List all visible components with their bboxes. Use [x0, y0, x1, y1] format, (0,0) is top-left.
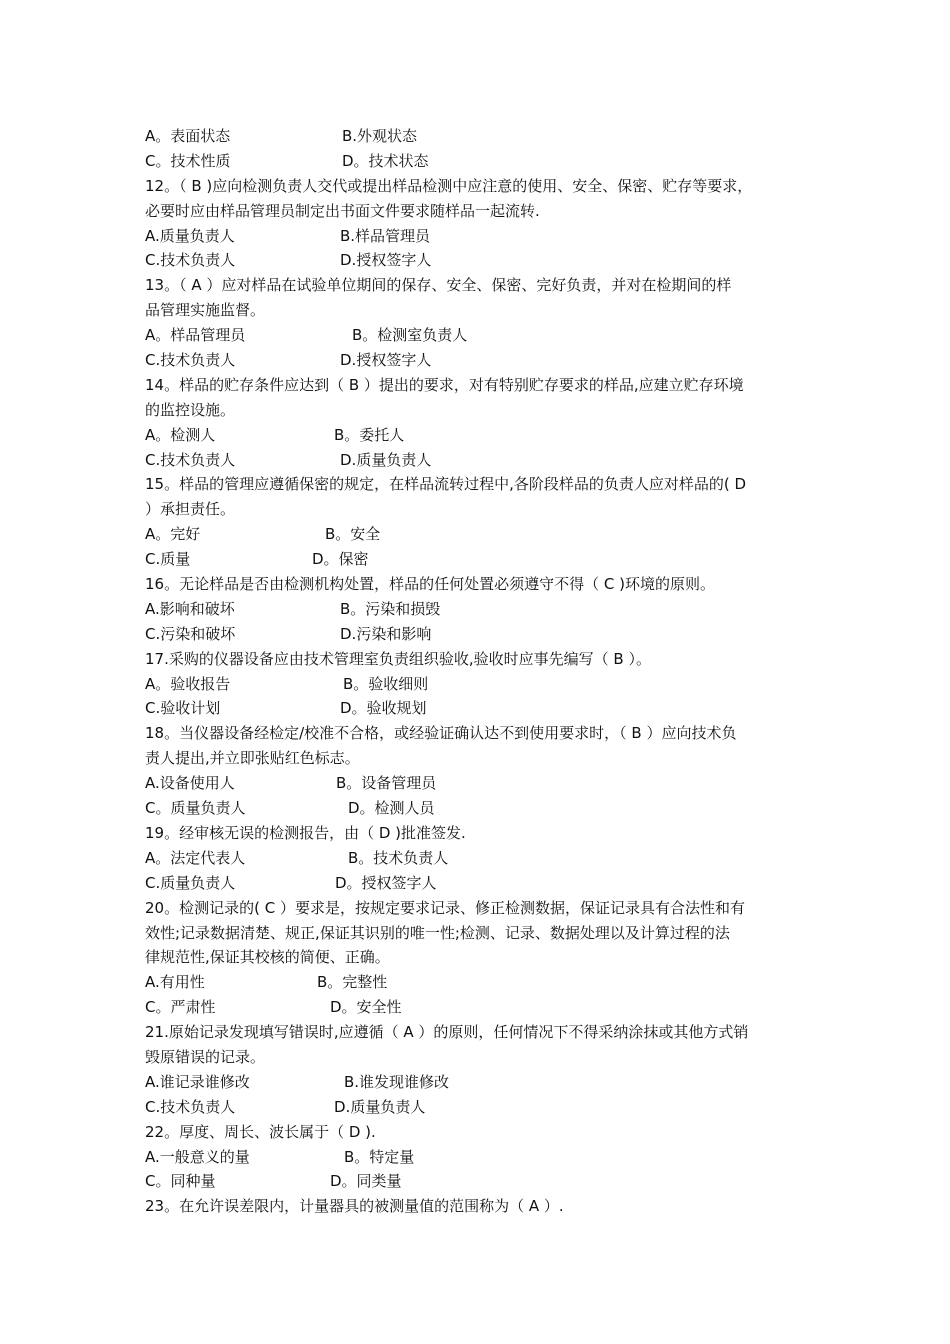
- option-b: B。完整性: [317, 973, 388, 992]
- options-line: [145, 597, 825, 622]
- options-line: [145, 1169, 825, 1194]
- option-a: A。表面状态: [145, 127, 231, 145]
- options-line: [145, 547, 825, 572]
- option-b: B。安全: [325, 525, 381, 544]
- options-line: [145, 995, 825, 1020]
- option-a: C.验收计划: [145, 699, 221, 718]
- option-a: C.技术负责人: [145, 351, 236, 370]
- question-line: 责人提出,并立即张贴红色标志。: [145, 749, 360, 768]
- question-line: 16。无论样品是否由检测机构处置，样品的任何处置必须遵守不得（ C )环境的原则。: [145, 575, 715, 594]
- option-a: C.技术负责人: [145, 450, 236, 469]
- question-line: ）承担责任。: [145, 500, 236, 519]
- option-a: A.设备使用人: [145, 774, 235, 793]
- options-line: [145, 846, 825, 871]
- option-b: D。同类量: [330, 1172, 402, 1191]
- question-line: 22。厚度、周长、波长属于（ D ).: [145, 1122, 376, 1141]
- option-a: C.技术负责人: [145, 1097, 236, 1116]
- options-line: [145, 672, 825, 697]
- option-a: A。完好: [145, 525, 201, 544]
- question-line: 12。（ B )应向检测负责人交代或提出样品检测中应注意的使用、安全、保密、贮存等要求，: [145, 176, 753, 195]
- option-b: B.谁发现谁修改: [344, 1072, 450, 1091]
- option-a: C。同种量: [145, 1172, 216, 1191]
- question-line: 效性;记录数据清楚、规正,保证其识别的唯一性;检测、记录、数据处理以及计算过程的法: [145, 923, 730, 942]
- options-line: [145, 696, 825, 721]
- options-line: [145, 871, 825, 896]
- options-line: [145, 124, 825, 149]
- option-a: A。法定代表人: [145, 848, 246, 867]
- question-line: 23。在允许误差限内，计量器具的被测量值的范围称为（ A ）.: [145, 1197, 564, 1216]
- options-line: [145, 771, 825, 796]
- option-a: A.有用性: [145, 973, 205, 992]
- option-b: B。委托人: [334, 425, 405, 444]
- option-b: D。授权签字人: [335, 873, 437, 892]
- option-b: D.污染和影响: [340, 624, 432, 643]
- question-line: 品管理实施监督。: [145, 301, 266, 320]
- option-a: A.影响和破坏: [145, 599, 235, 618]
- option-b: D。安全性: [330, 998, 402, 1017]
- options-line: [145, 522, 825, 547]
- question-line: 律规范性,保证其校核的简便、正确。: [145, 948, 390, 967]
- option-b: D。检测人员: [348, 799, 435, 818]
- question-line: 21.原始记录发现填写错误时,应遵循（ A ）的原则，任何情况下不得采纳涂抹或其他方式销: [145, 1023, 749, 1042]
- option-b: D.质量负责人: [340, 450, 432, 469]
- option-a: C.技术负责人: [145, 251, 236, 270]
- options-line: [145, 970, 825, 995]
- question-line: 毁原错误的记录。: [145, 1047, 266, 1066]
- options-line: [145, 423, 825, 448]
- options-line: [145, 1070, 825, 1095]
- question-line: 20。检测记录的( C ）要求是，按规定要求记录、修正检测数据，保证记录具有合法性和有: [145, 898, 745, 917]
- option-a: C.质量: [145, 550, 191, 569]
- question-line: 13。（ A ）应对样品在试验单位期间的保存、安全、保密、完好负责，并对在检期间的样: [145, 276, 732, 295]
- option-b: B。验收细则: [343, 674, 429, 693]
- options-line: [145, 348, 825, 373]
- options-line: [145, 1095, 825, 1120]
- option-b: B。设备管理员: [336, 774, 437, 793]
- option-b: B。技术负责人: [348, 848, 449, 867]
- option-a: C。质量负责人: [145, 799, 246, 818]
- option-a: C.质量负责人: [145, 873, 236, 892]
- option-a: A。样品管理员: [145, 326, 246, 345]
- option-b: D.授权签字人: [340, 351, 432, 370]
- options-line: [145, 224, 825, 249]
- option-b: D。技术状态: [342, 151, 429, 170]
- question-line: 的监控设施。: [145, 400, 236, 419]
- options-line: [145, 248, 825, 273]
- option-a: A.谁记录谁修改: [145, 1072, 250, 1091]
- options-line: [145, 448, 825, 473]
- option-b: B.样品管理员: [340, 226, 431, 245]
- options-line: [145, 1145, 825, 1170]
- option-b: D.质量负责人: [334, 1097, 426, 1116]
- option-a: A.质量负责人: [145, 226, 235, 245]
- options-line: [145, 622, 825, 647]
- option-a: A。检测人: [145, 425, 216, 444]
- option-a: A.一般意义的量: [145, 1147, 250, 1166]
- option-b: B。污染和损毁: [340, 599, 441, 618]
- option-a: C.污染和破坏: [145, 624, 236, 643]
- option-b: D。验收规划: [340, 699, 427, 718]
- option-b: B。特定量: [344, 1147, 415, 1166]
- option-a: A。验收报告: [145, 674, 231, 693]
- question-line: 19。经审核无误的检测报告，由（ D )批准签发.: [145, 823, 466, 842]
- option-b: D.授权签字人: [340, 251, 432, 270]
- option-b: B。检测室负责人: [352, 326, 468, 345]
- question-line: 15。样品的管理应遵循保密的规定，在样品流转过程中,各阶段样品的负责人应对样品的( D: [145, 475, 747, 494]
- options-line: [145, 796, 825, 821]
- document-page: [145, 124, 825, 1219]
- option-a: C。严肃性: [145, 998, 216, 1017]
- options-line: [145, 149, 825, 174]
- question-line: 18。当仪器设备经检定/校准不合格，或经验证确认达不到使用要求时，（ B ）应向技术负: [145, 724, 737, 743]
- option-a: C。技术性质: [145, 151, 231, 170]
- question-line: 17.采购的仪器设备应由技术管理室负责组织验收,验收时应事先编写（ B ）。: [145, 649, 651, 668]
- option-b: B.外观状态: [342, 127, 418, 145]
- question-line: 必要时应由样品管理员制定出书面文件要求随样品一起流转.: [145, 201, 540, 220]
- option-b: D。保密: [312, 550, 369, 569]
- question-line: 14。样品的贮存条件应达到（ B ）提出的要求，对有特别贮存要求的样品,应建立贮存环境: [145, 375, 744, 394]
- options-line: [145, 323, 825, 348]
